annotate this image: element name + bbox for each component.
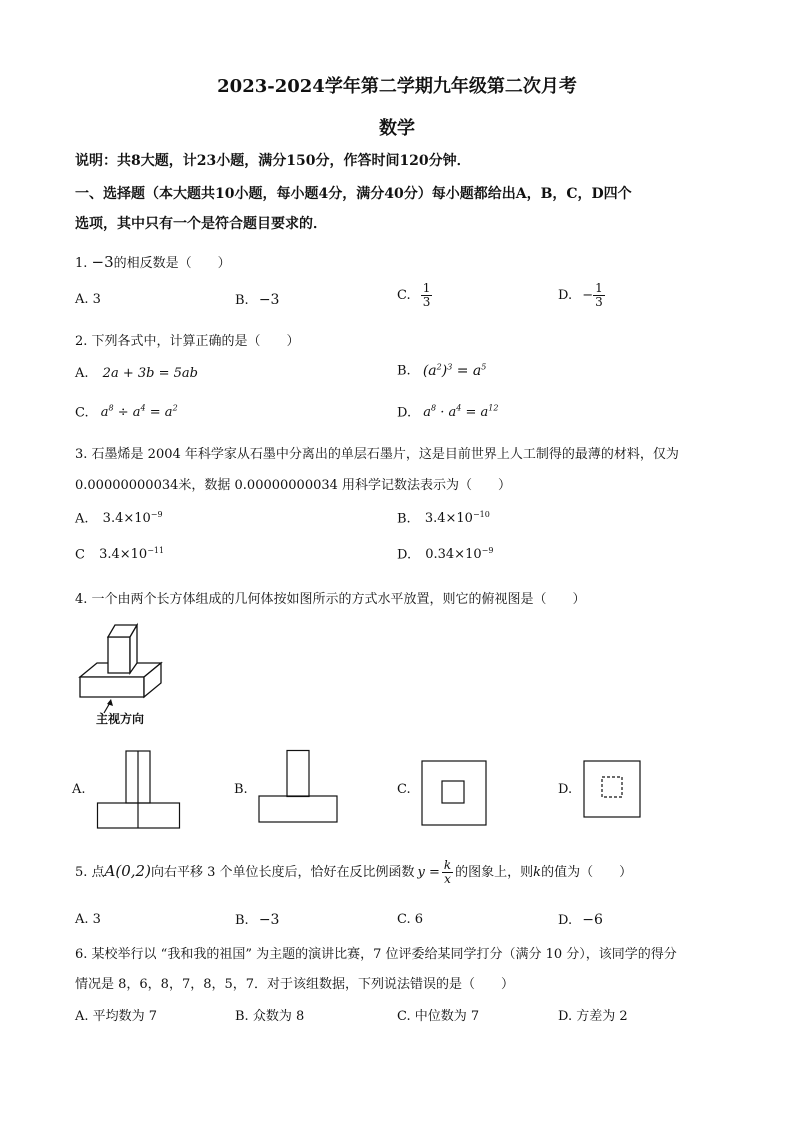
numerator: 1: [595, 281, 603, 295]
q1-option-c[interactable]: [397, 282, 432, 309]
solid-figure: [75, 615, 185, 725]
q1-option-d[interactable]: [558, 282, 605, 309]
fraction: [593, 282, 605, 309]
option-label: D.: [558, 288, 573, 303]
q4-option-a-figure[interactable]: [97, 750, 182, 830]
q5-option-b[interactable]: [235, 912, 279, 928]
option-label: A.: [75, 366, 89, 381]
numerator: k: [443, 858, 452, 872]
option-base: 3.4×10: [424, 511, 473, 527]
q5-option-c[interactable]: C. 6: [397, 912, 424, 927]
question-4: 4. 一个由两个长方体组成的几何体按如图所示的方式水平放置，则它的俯视图是（ ）: [75, 592, 586, 607]
option-label: A.: [75, 511, 89, 527]
question-6-line1: 6. 某校举行以 “我和我的祖国” 为主题的演讲比赛，7 位评委给某同学打分（满分 10 分），该同学的得分: [75, 947, 677, 962]
option-exponent: −10: [472, 510, 490, 519]
denominator: 3: [595, 295, 603, 309]
q1-option-b[interactable]: [235, 292, 279, 308]
option-value: −6: [582, 912, 603, 928]
instructions: 说明：共8大题，计23小题，满分150分，作答时间120分钟．: [75, 153, 471, 169]
option-label: D.: [397, 405, 412, 421]
q4-option-a-label[interactable]: A.: [72, 782, 86, 797]
question-number: 1.: [75, 256, 88, 271]
question-6-line2: 情况是 8，6，8，7，8，5，7．对于该组数据，下列说法错误的是（ ）: [75, 977, 515, 992]
q4-option-c-label[interactable]: C.: [397, 782, 411, 797]
q5-middle: 向右平移 3 个单位长度后，恰好在反比例函数: [150, 865, 415, 880]
q5-option-d[interactable]: [558, 912, 603, 928]
option-label: B.: [235, 913, 249, 928]
question-5: [75, 854, 632, 890]
question-2: 2. 下列各式中，计算正确的是（ ）: [75, 334, 300, 349]
q6-option-c[interactable]: C. 中位数为 7: [397, 1009, 480, 1024]
q4-option-b-label[interactable]: B.: [234, 782, 248, 797]
section-heading-line1: 一、选择题（本大题共10小题，每小题4分，满分40分）每小题都给出A，B，C，D四个: [75, 186, 632, 202]
option-exponent: −9: [150, 510, 163, 519]
q3-option-d[interactable]: [397, 546, 493, 562]
subject-title: 数学: [379, 118, 415, 139]
q2-option-c[interactable]: [75, 404, 178, 420]
q5-point: A(0,2): [104, 862, 151, 880]
option-label: C: [75, 547, 85, 563]
fraction: [421, 282, 433, 309]
option-value: −3: [258, 912, 280, 928]
q4-option-b-figure[interactable]: [258, 750, 340, 824]
q3-option-b[interactable]: [397, 510, 490, 526]
option-label: D.: [397, 547, 412, 563]
q1-option-a[interactable]: A. 3: [75, 292, 101, 307]
question-3-line2: 0.00000000034米，数据 0.00000000034 用科学记数法表示为（ ）: [75, 478, 512, 493]
q2-option-d[interactable]: [397, 404, 498, 420]
question-1: [75, 252, 231, 271]
minus-sign: −: [582, 288, 594, 303]
option-expression: 2a + 3b = 5ab: [102, 366, 198, 381]
option-exponent: −9: [481, 546, 494, 555]
denominator: 3: [422, 295, 431, 309]
q5-option-a[interactable]: A. 3: [75, 912, 101, 927]
option-expression: $a^8 \cdot a^4 = a^{12}$: [423, 404, 499, 421]
q1-text: 的相反数是（ ）: [113, 256, 231, 271]
q3-option-c[interactable]: [75, 546, 164, 562]
block-front-face: [108, 637, 130, 673]
q6-option-d[interactable]: D. 方差为 2: [558, 1009, 628, 1024]
q6-option-a[interactable]: A. 平均数为 7: [75, 1009, 158, 1024]
option-label: B.: [397, 511, 411, 527]
option-label: B.: [235, 293, 249, 308]
q4-option-d-figure[interactable]: [583, 760, 643, 820]
option-expression: $a^8 \div a^4 = a^2$: [100, 404, 178, 421]
option-base: 3.4×10: [102, 511, 151, 527]
q3-option-a[interactable]: [75, 510, 163, 526]
q5-end: 的值为（ ）: [541, 865, 633, 880]
question-3-line1: 3. 石墨烯是 2004 年科学家从石墨中分离出的单层石墨片，这是目前世界上人工制得的最薄的材料，仅为: [75, 447, 679, 462]
base-front-face: [80, 677, 144, 697]
q4-option-c-figure[interactable]: [421, 760, 489, 828]
q5-function-lhs: y =: [417, 865, 440, 880]
q2-option-a[interactable]: [75, 366, 198, 381]
option-exponent: −11: [147, 546, 165, 555]
option-base: 0.34×10: [425, 547, 482, 563]
option-label: D.: [558, 913, 573, 928]
exam-title: 2023-2024学年第二学期九年级第二次月考: [217, 76, 577, 97]
denominator: x: [444, 872, 451, 886]
option-value: −3: [258, 292, 280, 308]
option-label: C.: [397, 288, 411, 303]
option-expression: $(a^2)^3 = a^5$: [422, 362, 487, 379]
q5-suffix: 的图象上，则: [455, 865, 534, 880]
q2-option-b[interactable]: [397, 362, 486, 379]
option-label: B.: [397, 363, 411, 379]
numerator: 1: [422, 281, 431, 295]
section-heading-line2: 选项，其中只有一个是符合题目要求的．: [75, 216, 327, 232]
q5-k: k: [533, 865, 542, 880]
q1-expression: −3: [91, 253, 114, 271]
option-base: 3.4×10: [99, 547, 148, 563]
q5-fraction: [442, 859, 453, 886]
option-label: C.: [75, 405, 89, 421]
q5-prefix: 5. 点: [75, 865, 105, 880]
q4-option-d-label[interactable]: D.: [558, 782, 573, 797]
figure-caption: 主视方向: [96, 712, 145, 726]
arrow-head-icon: [107, 699, 113, 706]
q6-option-b[interactable]: B. 众数为 8: [235, 1009, 305, 1024]
